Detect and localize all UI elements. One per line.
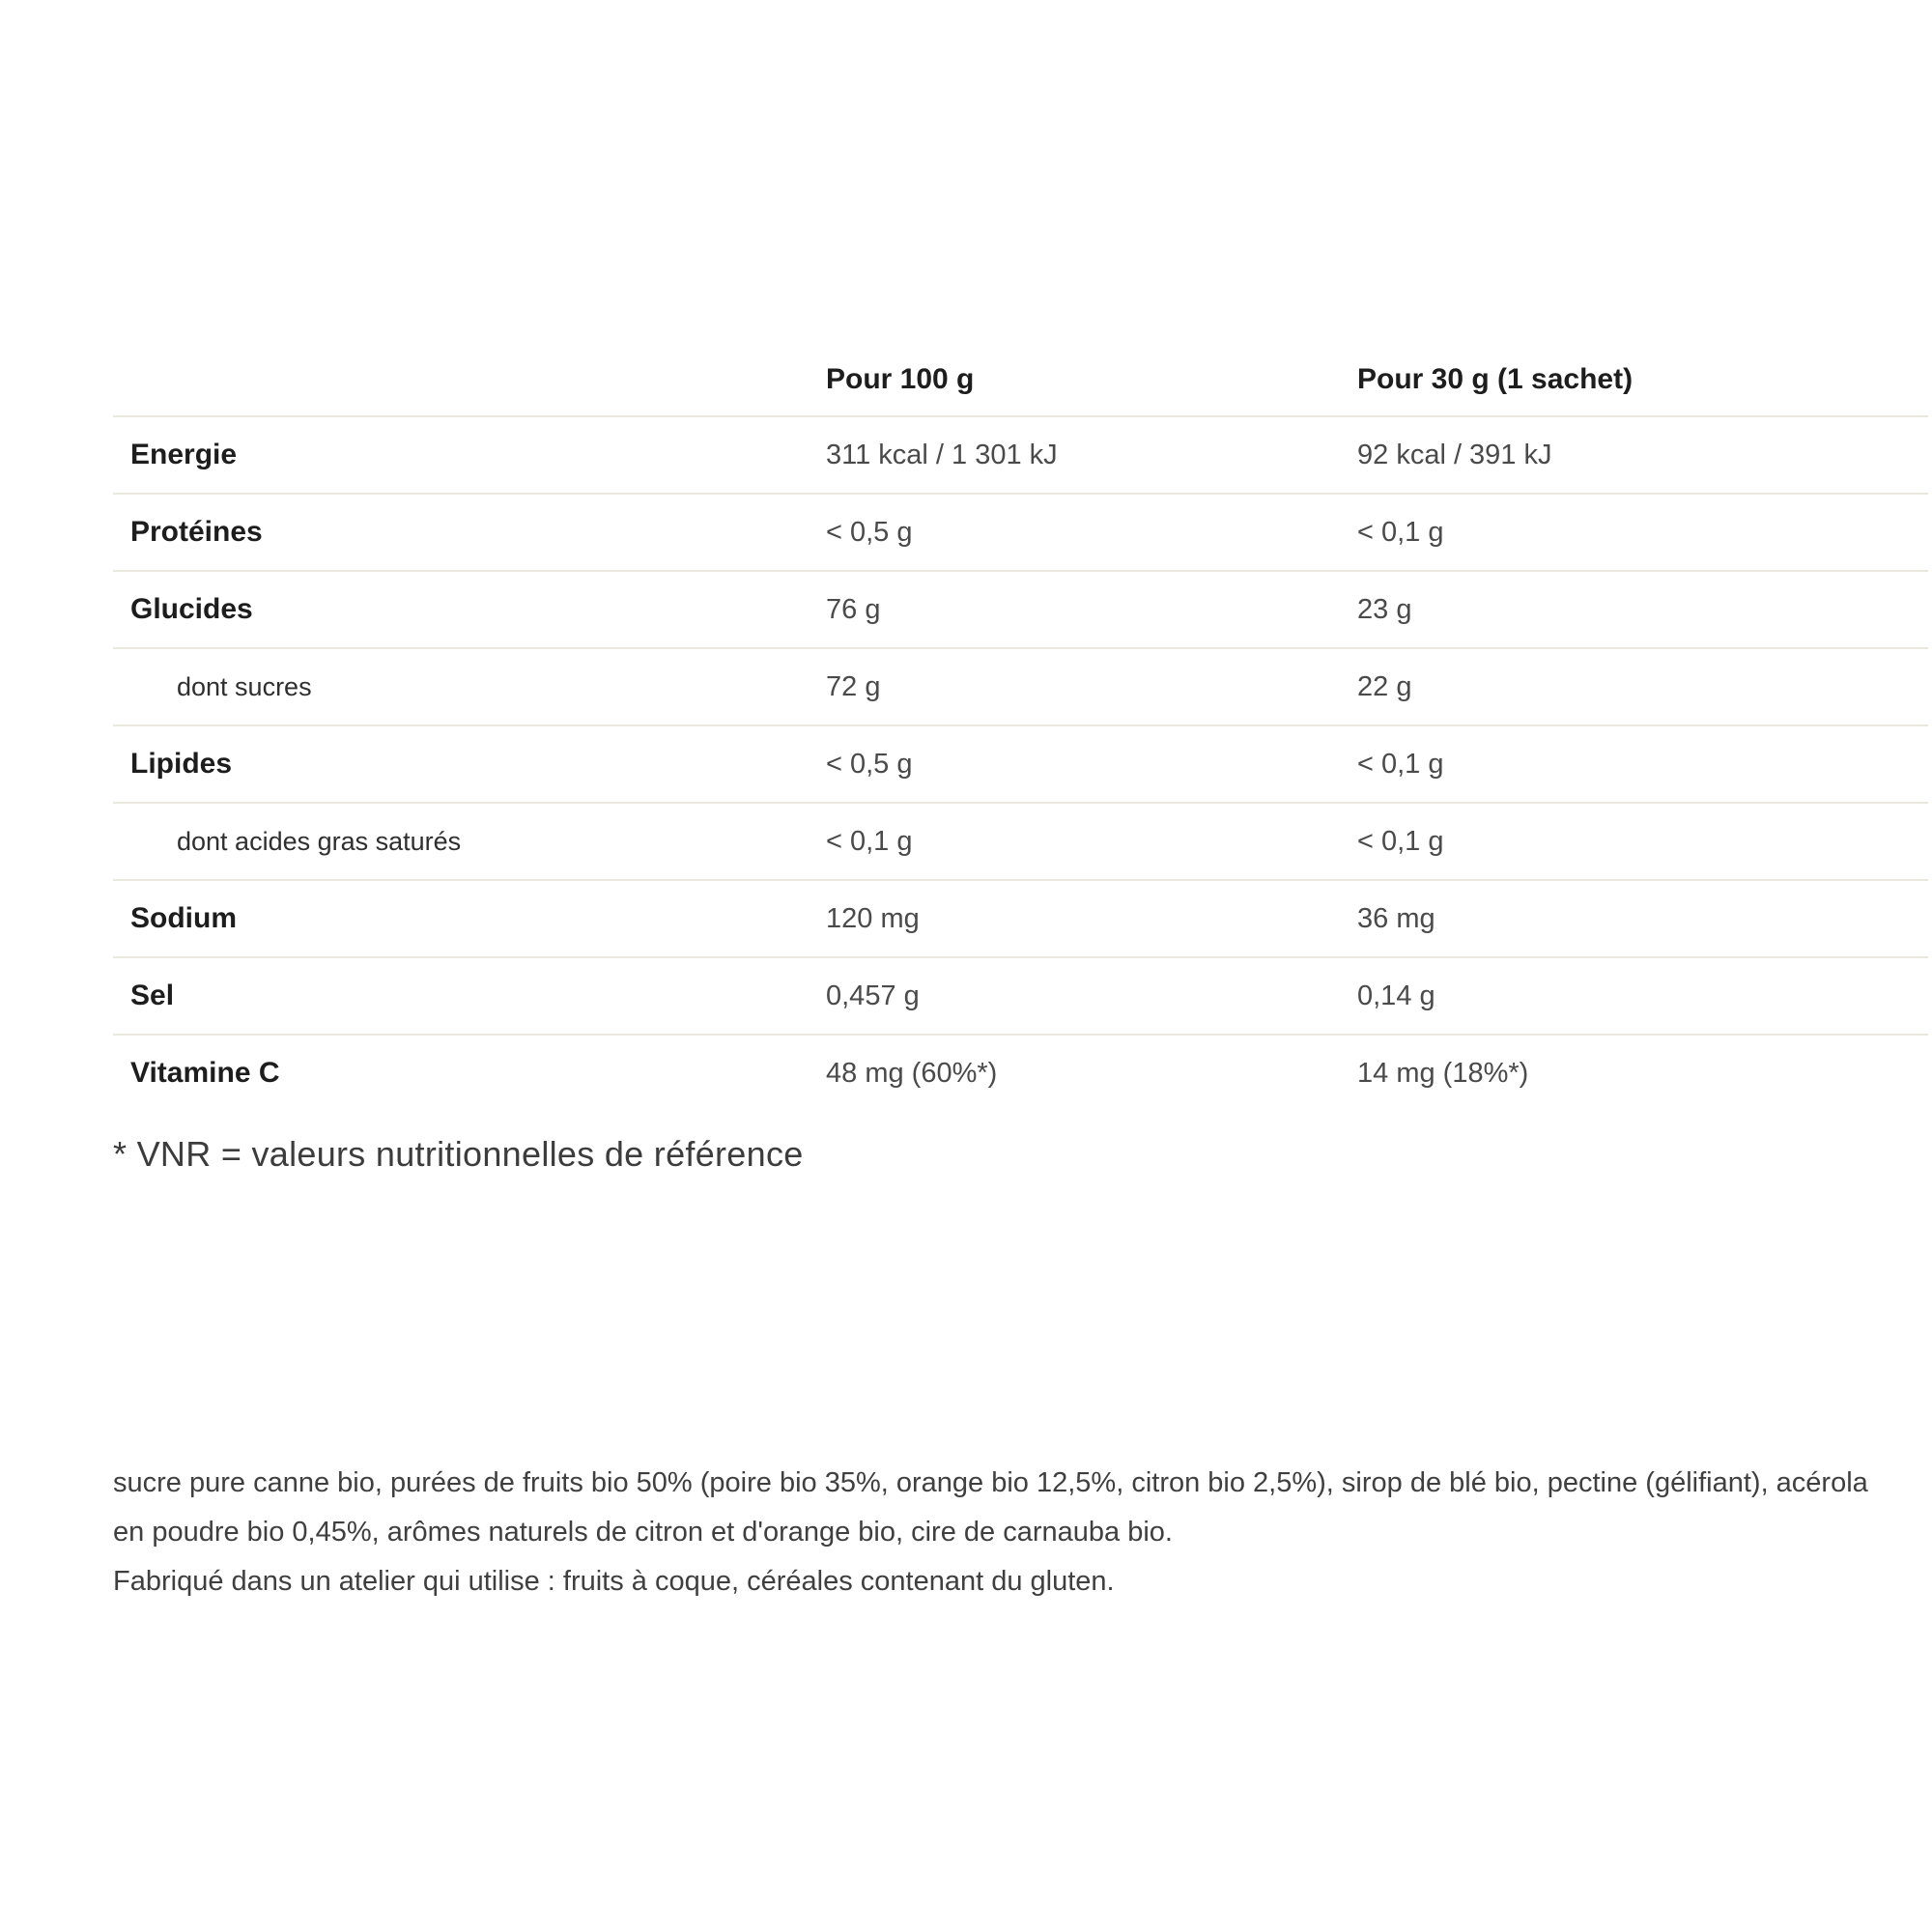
value-per-100g: 120 mg: [826, 902, 920, 934]
value-per-100g: < 0,5 g: [826, 516, 913, 548]
value-per-30g: < 0,1 g: [1357, 825, 1444, 857]
row-label: dont acides gras saturés: [177, 826, 462, 856]
value-per-30g: 36 mg: [1357, 902, 1435, 934]
table-row-glucides: [113, 570, 1928, 647]
row-label: Sel: [130, 980, 175, 1011]
row-label: Lipides: [130, 748, 233, 780]
value-per-100g: < 0,1 g: [826, 825, 913, 857]
table-row-vitamine-c: [113, 1034, 1928, 1111]
value-per-30g: < 0,1 g: [1357, 748, 1444, 780]
column-header-per-30g: Pour 30 g (1 sachet): [1357, 363, 1634, 395]
nutrition-table-header-row: [113, 344, 1928, 415]
table-row-lipides: [113, 724, 1928, 802]
table-row-dont-acides-gras-satures: [113, 802, 1928, 879]
value-per-30g: 22 g: [1357, 670, 1412, 702]
table-row-proteines: [113, 493, 1928, 570]
column-header-per-100g: Pour 100 g: [826, 363, 975, 395]
value-per-30g: < 0,1 g: [1357, 516, 1444, 548]
table-row-sel: [113, 956, 1928, 1034]
value-per-30g: 0,14 g: [1357, 980, 1435, 1011]
row-label: Glucides: [130, 593, 253, 625]
value-per-100g: 72 g: [826, 670, 881, 702]
table-row-energie: [113, 415, 1928, 493]
value-per-30g: 14 mg (18%*): [1357, 1057, 1529, 1089]
value-per-30g: 23 g: [1357, 593, 1412, 625]
row-label: Energie: [130, 439, 238, 470]
value-per-100g: 76 g: [826, 593, 881, 625]
value-per-30g: 92 kcal / 391 kJ: [1357, 439, 1552, 470]
nutrition-table: [113, 344, 1928, 1111]
allergen-note: Fabriqué dans un atelier qui utilise : fruits à coque, céréales contenant du gluten.: [113, 1566, 1115, 1597]
row-label: Protéines: [130, 516, 263, 548]
ingredients-text: sucre pure canne bio, purées de fruits bio 50% (poire bio 35%, orange bio 12,5%, citron bio 2,5%), sirop de blé bio, pectine (gélifiant), acérola en poudre bio 0,45%, arômes naturels de citron et d'orange bio, cire de carnauba bio.: [113, 1467, 1868, 1548]
table-row-dont-sucres: [113, 647, 1928, 724]
row-label: dont sucres: [177, 671, 312, 701]
value-per-100g: 48 mg (60%*): [826, 1057, 998, 1089]
value-per-100g: 0,457 g: [826, 980, 920, 1011]
ingredients-block: [113, 1459, 1902, 1606]
row-label: Sodium: [130, 902, 237, 934]
vnr-footnote: * VNR = valeurs nutritionnelles de référence: [113, 1134, 804, 1174]
table-row-sodium: [113, 879, 1928, 956]
row-label: Vitamine C: [130, 1057, 280, 1089]
value-per-100g: 311 kcal / 1 301 kJ: [826, 439, 1058, 470]
value-per-100g: < 0,5 g: [826, 748, 913, 780]
